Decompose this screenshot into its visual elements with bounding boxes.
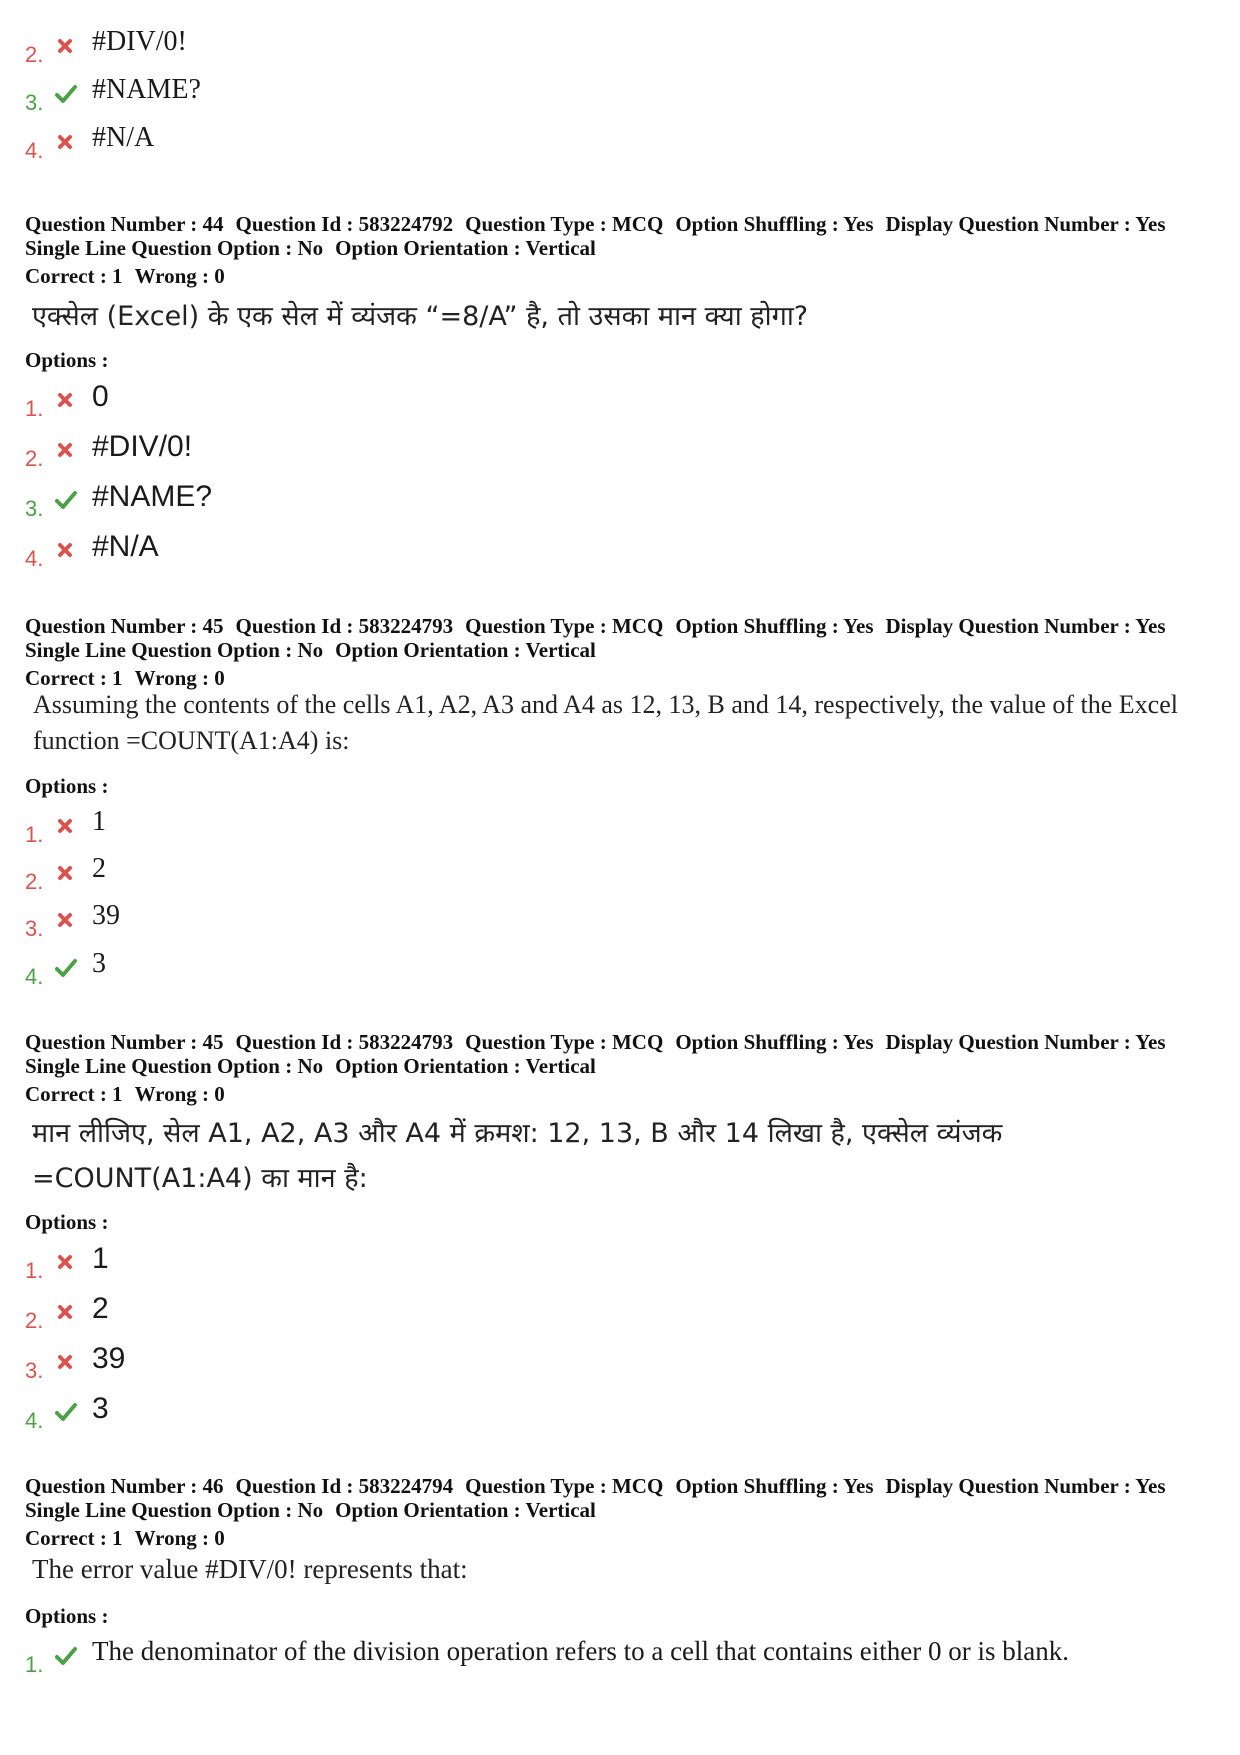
check-icon: [55, 1402, 75, 1422]
question-number: Question Number : 45: [25, 1030, 224, 1054]
cross-icon: [55, 816, 75, 836]
display-question-number: Display Question Number : Yes: [885, 1030, 1166, 1054]
option-shuffling: Option Shuffling : Yes: [675, 614, 874, 638]
single-line-option: Single Line Question Option : No: [25, 236, 324, 260]
question-text-line: function =COUNT(A1:A4) is:: [33, 726, 350, 755]
single-line-option: Single Line Question Option : No: [25, 1054, 324, 1078]
question-meta: [25, 614, 1178, 690]
question-type: Question Type : MCQ: [465, 1030, 664, 1054]
correct-marks: Correct : 1: [25, 1526, 123, 1550]
display-question-number: Display Question Number : Yes: [885, 212, 1166, 236]
question-type: Question Type : MCQ: [465, 614, 664, 638]
option-number: 4.: [25, 1408, 44, 1433]
check-icon: [55, 958, 75, 978]
correct-marks: Correct : 1: [25, 264, 123, 288]
option-orientation: Option Orientation : Vertical: [335, 1054, 596, 1078]
single-line-option: Single Line Question Option : No: [25, 1498, 324, 1522]
options-label: Options :: [25, 774, 109, 798]
option-shuffling: Option Shuffling : Yes: [675, 1474, 874, 1498]
cross-icon: [55, 440, 75, 460]
option-orientation: Option Orientation : Vertical: [335, 1498, 596, 1522]
check-icon: [55, 490, 75, 510]
question-text-line: Assuming the contents of the cells A1, A2, A3 and A4 as 12, 13, B and 14, respectively, the value of the Excel: [33, 690, 1178, 719]
option-number: 4.: [25, 964, 44, 989]
question-number: Question Number : 46: [25, 1474, 224, 1498]
option-text: 1: [92, 806, 106, 837]
question-meta: [25, 1474, 1178, 1550]
question-text-line: =COUNT(A1:A4) का मान है:: [32, 1163, 368, 1194]
option-number: 2.: [25, 869, 44, 894]
option-text: #DIV/0!: [92, 430, 193, 463]
option-orientation: Option Orientation : Vertical: [335, 236, 596, 260]
option-text: 2: [92, 1292, 109, 1325]
option-text: #NAME?: [92, 74, 201, 105]
option-number: 3.: [25, 90, 44, 115]
wrong-marks: Wrong : 0: [134, 666, 225, 690]
question-id: Question Id : 583224793: [235, 614, 454, 638]
option-number: 2.: [25, 42, 44, 67]
question-meta: [25, 1030, 1178, 1106]
option-text: 3: [92, 948, 106, 979]
display-question-number: Display Question Number : Yes: [885, 614, 1166, 638]
cross-icon: [55, 36, 75, 56]
check-icon: [55, 84, 75, 104]
option-number: 1.: [25, 1652, 44, 1677]
question-type: Question Type : MCQ: [465, 1474, 664, 1498]
cross-icon: [55, 540, 75, 560]
correct-marks: Correct : 1: [25, 666, 123, 690]
option-number: 3.: [25, 916, 44, 941]
cross-icon: [55, 132, 75, 152]
display-question-number: Display Question Number : Yes: [885, 1474, 1166, 1498]
options-label: Options :: [25, 1210, 109, 1234]
option-text: #DIV/0!: [92, 26, 187, 57]
option-number: 4.: [25, 138, 44, 163]
question-id: Question Id : 583224793: [235, 1030, 454, 1054]
question-id: Question Id : 583224794: [235, 1474, 454, 1498]
question-id: Question Id : 583224792: [235, 212, 454, 236]
option-text: 39: [92, 900, 120, 931]
option-text: 3: [92, 1392, 109, 1425]
options-label: Options :: [25, 1604, 109, 1628]
option-number: 3.: [25, 1358, 44, 1383]
option-number: 1.: [25, 822, 44, 847]
check-icon: [55, 1646, 75, 1666]
option-number: 2.: [25, 446, 44, 471]
option-text: 39: [92, 1342, 126, 1375]
wrong-marks: Wrong : 0: [134, 1082, 225, 1106]
cross-icon: [55, 863, 75, 883]
option-text: The denominator of the division operation refers to a cell that contains either 0 or is blank.: [92, 1636, 1069, 1666]
option-number: 2.: [25, 1308, 44, 1333]
question-number: Question Number : 45: [25, 614, 224, 638]
single-line-option: Single Line Question Option : No: [25, 638, 324, 662]
option-text: #N/A: [92, 530, 159, 563]
option-shuffling: Option Shuffling : Yes: [675, 1030, 874, 1054]
option-text: #N/A: [92, 122, 155, 153]
option-shuffling: Option Shuffling : Yes: [675, 212, 874, 236]
options-label: Options :: [25, 348, 109, 372]
option-text: 2: [92, 853, 106, 884]
cross-icon: [55, 1252, 75, 1272]
option-text: 0: [92, 380, 109, 413]
correct-marks: Correct : 1: [25, 1082, 123, 1106]
option-number: 1.: [25, 396, 44, 421]
option-text: 1: [92, 1242, 109, 1275]
option-number: 1.: [25, 1258, 44, 1283]
question-text: एक्सेल (Excel) के एक सेल में व्यंजक “=8/A” है, तो उसका मान क्या होगा?: [32, 301, 809, 332]
wrong-marks: Wrong : 0: [134, 264, 225, 288]
cross-icon: [55, 390, 75, 410]
option-orientation: Option Orientation : Vertical: [335, 638, 596, 662]
question-number: Question Number : 44: [25, 212, 224, 236]
wrong-marks: Wrong : 0: [134, 1526, 225, 1550]
question-type: Question Type : MCQ: [465, 212, 664, 236]
option-number: 4.: [25, 546, 44, 571]
cross-icon: [55, 1302, 75, 1322]
question-meta: [25, 212, 1178, 288]
question-text: The error value #DIV/0! represents that:: [32, 1554, 468, 1584]
option-text: #NAME?: [92, 480, 213, 513]
cross-icon: [55, 1352, 75, 1372]
option-number: 3.: [25, 496, 44, 521]
cross-icon: [55, 910, 75, 930]
question-text-line: मान लीजिए, सेल A1, A2, A3 और A4 में क्रमश: 12, 13, B और 14 लिखा है, एक्सेल व्यंजक: [32, 1118, 1003, 1149]
